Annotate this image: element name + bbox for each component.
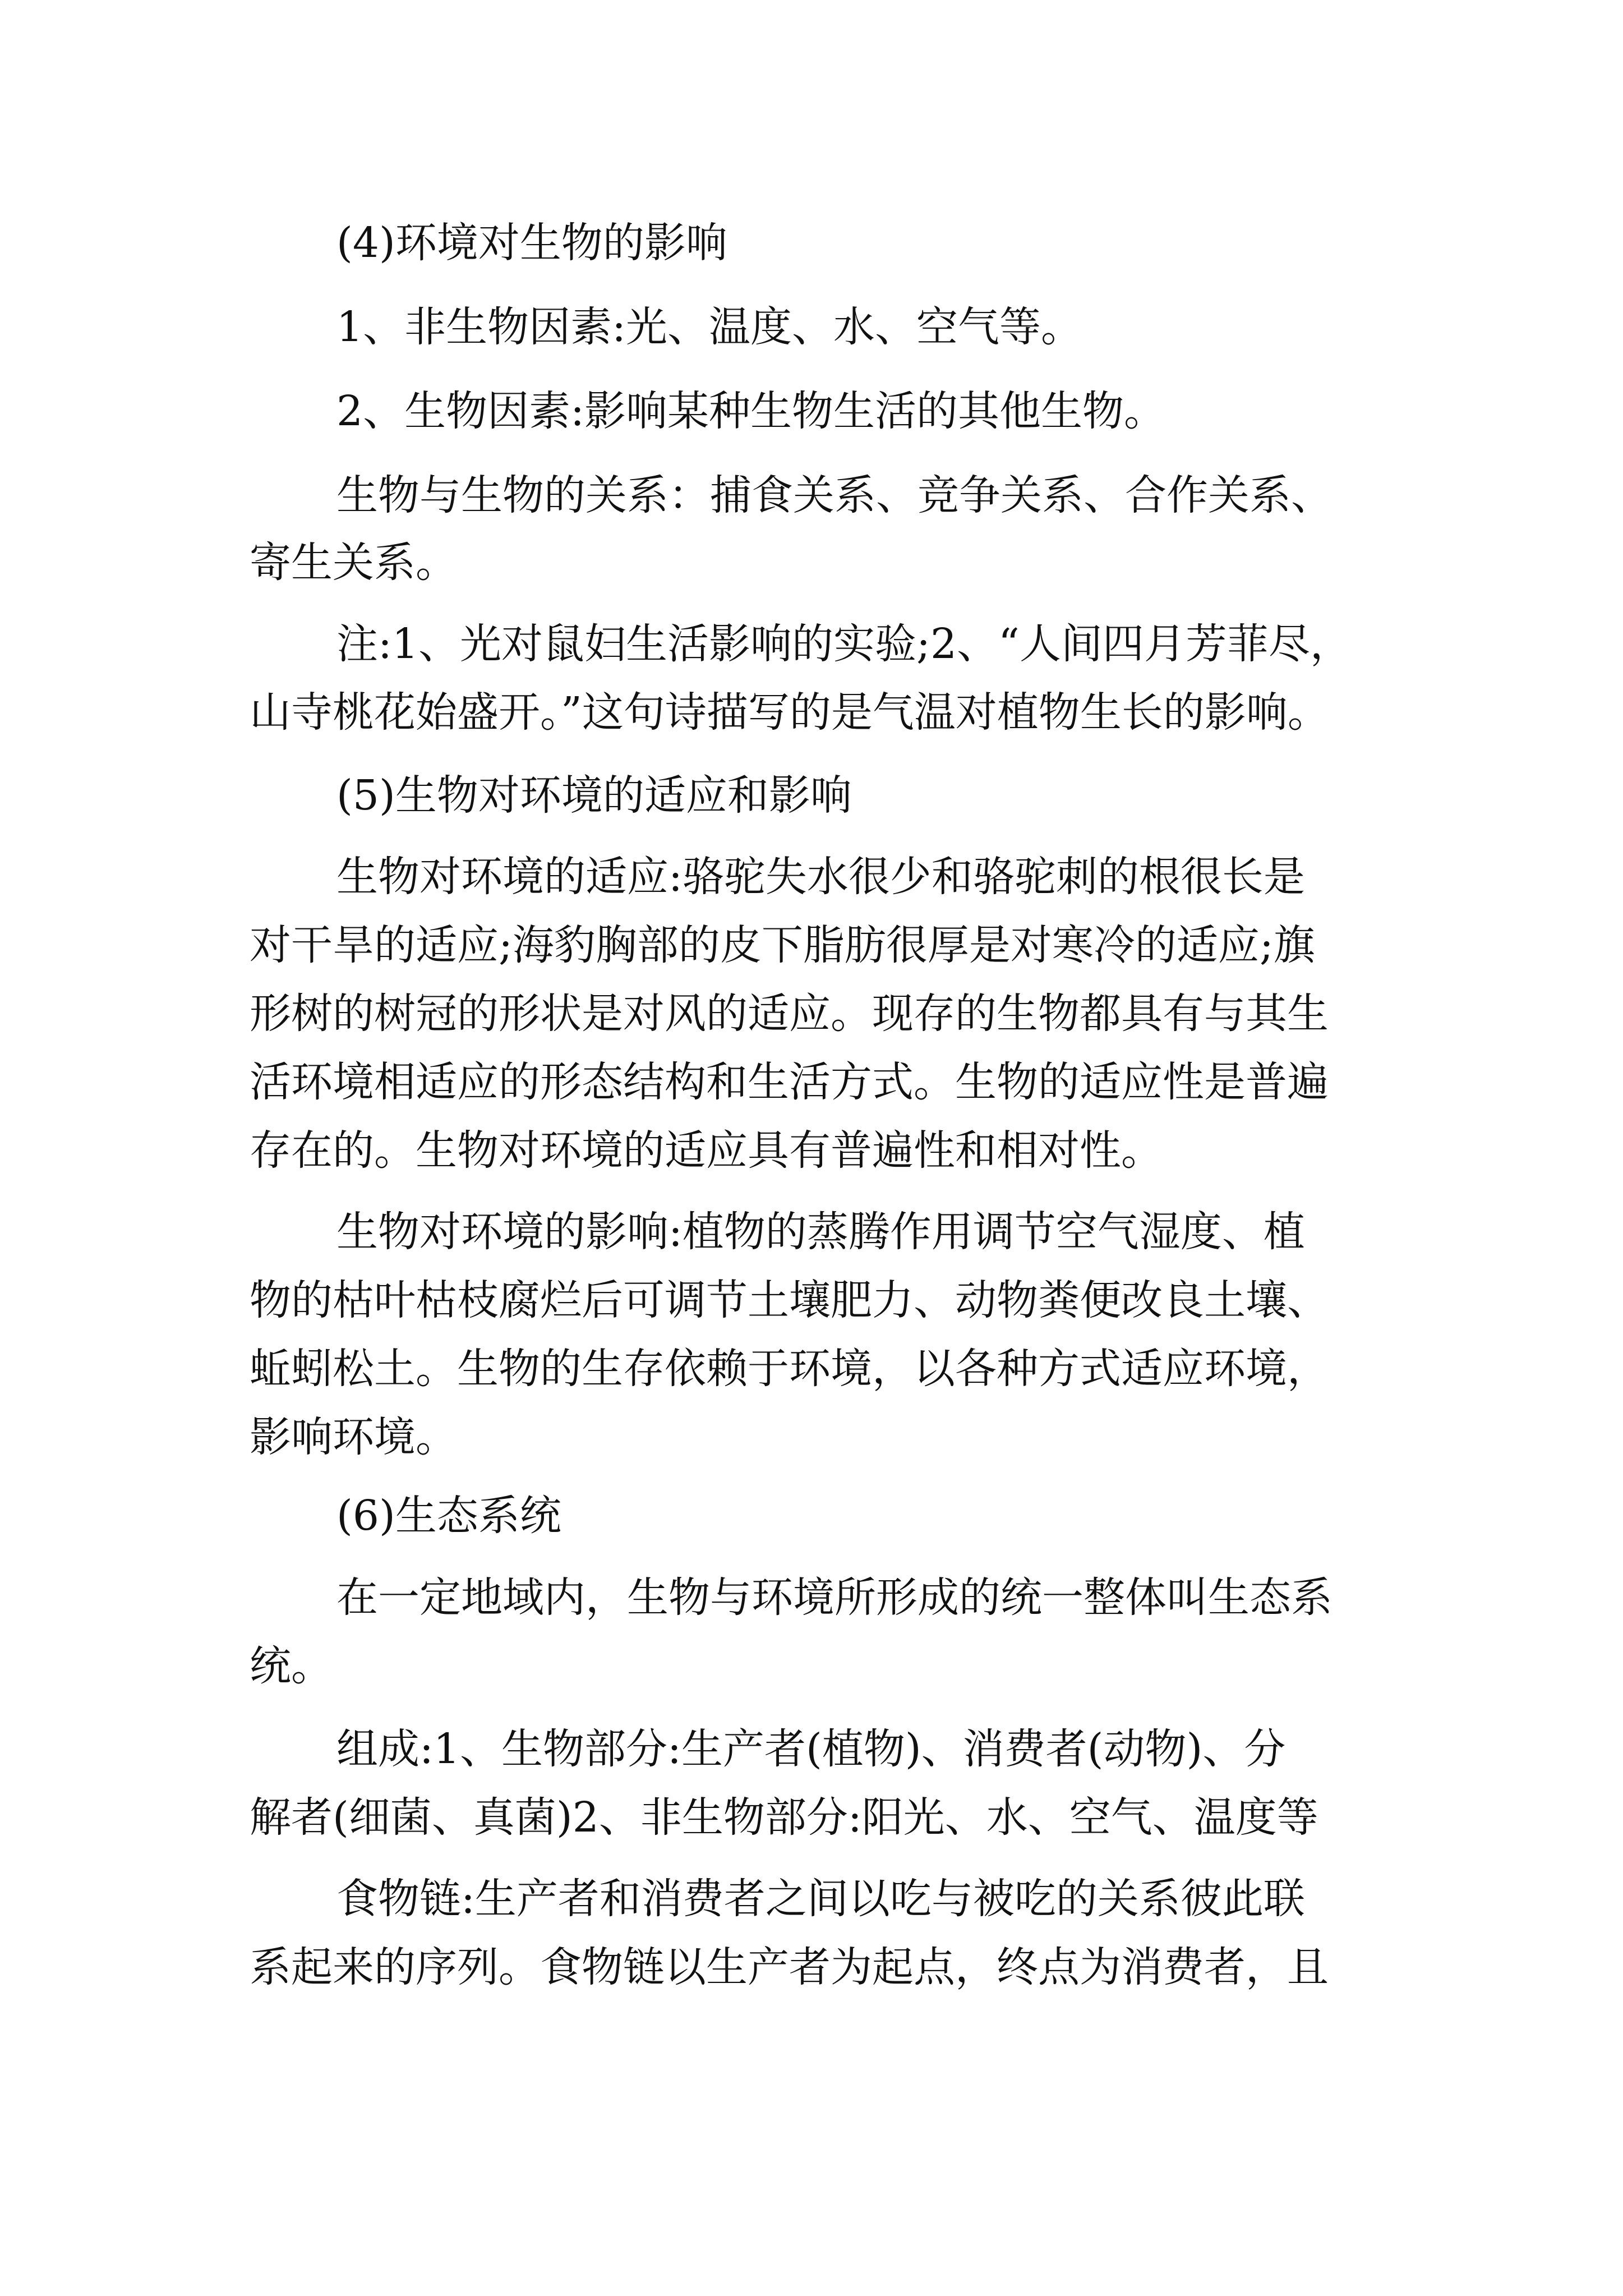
text-line: 对干旱的适应;海豹胸部的皮下脂肪很厚是对寒冷的适应;旗 [250, 921, 1315, 969]
section-heading-6: (6)生态系统 [336, 1492, 561, 1540]
text-line: 统。 [250, 1642, 333, 1690]
text-line: 1、非生物因素:光、温度、水、空气等。 [336, 303, 1083, 351]
text-line: 活环境相适应的形态结构和生活方式。生物的适应性是普遍 [250, 1058, 1329, 1106]
text-line: 食物链:生产者和消费者之间以吃与被吃的关系彼此联 [336, 1875, 1305, 1923]
text-line: 形树的树冠的形状是对风的适应。现存的生物都具有与其生 [250, 990, 1329, 1038]
text-line: 组成:1、生物部分:生产者(植物)、消费者(动物)、分 [336, 1725, 1286, 1773]
text-line: 生物对环境的适应:骆驼失水很少和骆驼刺的根很长是 [336, 853, 1305, 901]
text-line: 2、生物因素:影响某种生物生活的其他生物。 [336, 387, 1166, 435]
text-line: 系起来的序列。食物链以生产者为起点，终点为消费者，且 [250, 1943, 1329, 1991]
text-line: 存在的。生物对环境的适应具有普遍性和相对性。 [250, 1126, 1163, 1175]
text-line: 解者(细菌、真菌)2、非生物部分:阳光、水、空气、温度等 [250, 1793, 1318, 1842]
text-line: 寄生关系。 [250, 539, 457, 587]
text-line: 物的枯叶枯枝腐烂后可调节土壤肥力、动物粪便改良土壤、 [250, 1276, 1329, 1324]
text-line: 影响环境。 [250, 1413, 457, 1461]
section-heading-5: (5)生物对环境的适应和影响 [336, 771, 852, 820]
text-line: 生物与生物的关系：捕食关系、竞争关系、合作关系、 [336, 471, 1332, 519]
text-line: 在一定地域内，生物与环境所形成的统一整体叫生态系 [336, 1573, 1332, 1622]
text-line: 注:1、光对鼠妇生活影响的实验;2、“人间四月芳菲尽， [336, 620, 1352, 668]
text-line: 蚯蚓松土。生物的生存依赖于环境，以各种方式适应环境， [250, 1345, 1329, 1393]
section-heading-4: (4)环境对生物的影响 [336, 219, 727, 267]
text-line: 山寺桃花始盛开。”这句诗描写的是气温对植物生长的影响。 [250, 688, 1329, 737]
text-line: 生物对环境的影响:植物的蒸腾作用调节空气湿度、植 [336, 1208, 1305, 1256]
